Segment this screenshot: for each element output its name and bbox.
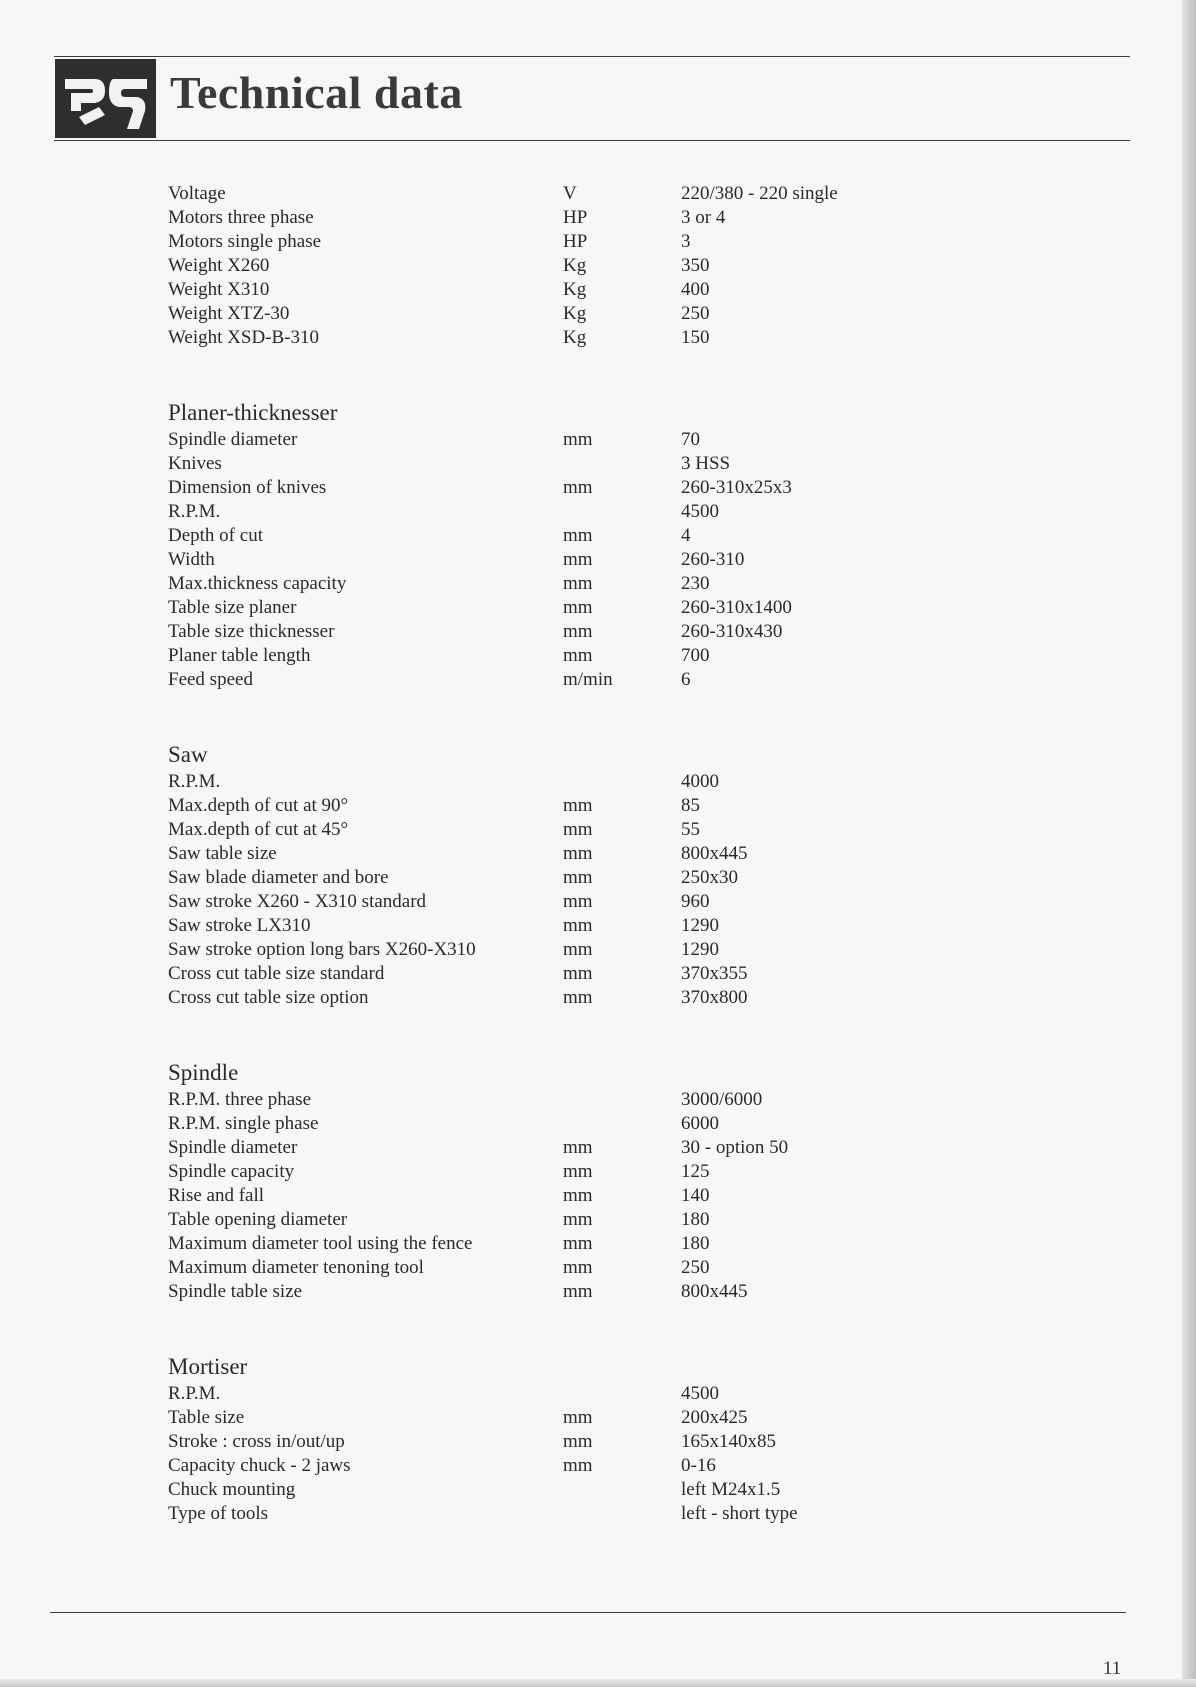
spec-label: Rise and fall — [168, 1185, 265, 1206]
table-row — [168, 1256, 1068, 1280]
spec-value: 4500 — [681, 1383, 719, 1404]
spec-value: 3000/6000 — [681, 1089, 763, 1110]
table-row — [168, 1502, 1068, 1526]
table-row — [168, 866, 1068, 890]
table-row — [168, 278, 1068, 302]
spec-unit: mm — [563, 645, 593, 666]
spec-value: 165x140x85 — [681, 1431, 776, 1452]
table-row — [168, 476, 1068, 500]
table-row — [168, 1184, 1068, 1208]
footer-rule — [50, 1612, 1126, 1613]
section-heading: Planer-thicknesser — [168, 400, 338, 425]
spec-label: Table size planer — [168, 597, 297, 618]
spec-label: Table size thicknesser — [168, 621, 335, 642]
spec-unit: mm — [563, 549, 593, 570]
table-row — [168, 842, 1068, 866]
section-planer-thicknesser — [168, 398, 1068, 692]
spec-label: Weight XSD-B-310 — [168, 327, 319, 348]
spec-unit: mm — [563, 1137, 593, 1158]
table-row — [168, 1208, 1068, 1232]
spec-unit: mm — [563, 915, 593, 936]
table-row — [168, 1232, 1068, 1256]
table-row — [168, 182, 1068, 206]
spec-label: Saw stroke LX310 — [168, 915, 311, 936]
page-number: 11 — [1103, 1658, 1122, 1679]
spec-unit: V — [563, 183, 577, 204]
spec-value: 3 or 4 — [681, 207, 726, 228]
spec-label: Saw blade diameter and bore — [168, 867, 389, 888]
table-row — [168, 962, 1068, 986]
table-row — [168, 668, 1068, 692]
spec-value: 960 — [681, 891, 710, 912]
table-row — [168, 1454, 1068, 1478]
spec-value: 150 — [681, 327, 710, 348]
spec-unit: mm — [563, 867, 593, 888]
table-row — [168, 1478, 1068, 1502]
spec-value: 250 — [681, 1257, 710, 1278]
spec-unit: m/min — [563, 669, 613, 690]
table-row — [168, 914, 1068, 938]
spec-label: Cross cut table size standard — [168, 963, 385, 984]
table-row — [168, 452, 1068, 476]
table-row — [168, 1088, 1068, 1112]
section-spacer — [168, 1304, 1068, 1352]
spec-unit: HP — [563, 207, 588, 228]
spec-label: Capacity chuck - 2 jaws — [168, 1455, 351, 1476]
spec-value: 230 — [681, 573, 710, 594]
spec-value: 350 — [681, 255, 710, 276]
spec-value: 250x30 — [681, 867, 738, 888]
table-row — [168, 230, 1068, 254]
spec-value: 180 — [681, 1209, 710, 1230]
section-spacer — [168, 350, 1068, 398]
spec-unit: mm — [563, 1281, 593, 1302]
spec-unit: mm — [563, 1455, 593, 1476]
section-spacer — [168, 1010, 1068, 1058]
table-row — [168, 596, 1068, 620]
spec-unit: mm — [563, 1257, 593, 1278]
spec-value: 180 — [681, 1233, 710, 1254]
spec-unit: mm — [563, 1431, 593, 1452]
spec-value: 85 — [681, 795, 700, 816]
spec-unit: Kg — [563, 327, 587, 348]
spec-label: Width — [168, 549, 215, 570]
spec-unit: mm — [563, 963, 593, 984]
spec-label: Feed speed — [168, 669, 253, 690]
spec-value: 4500 — [681, 501, 719, 522]
table-row — [168, 644, 1068, 668]
page-edge-bottom — [0, 1679, 1196, 1687]
spec-label: Max.depth of cut at 45° — [168, 819, 349, 840]
spec-unit: Kg — [563, 303, 587, 324]
section-spindle — [168, 1058, 1068, 1304]
spec-label: Spindle diameter — [168, 1137, 298, 1158]
spec-value: 55 — [681, 819, 700, 840]
spec-label: Weight X260 — [168, 255, 270, 276]
table-row — [168, 1136, 1068, 1160]
spec-value: 4000 — [681, 771, 719, 792]
spec-value: 6 — [681, 669, 691, 690]
spec-unit: mm — [563, 1209, 593, 1230]
spec-unit: mm — [563, 843, 593, 864]
section-mortiser — [168, 1352, 1068, 1526]
spec-value: left M24x1.5 — [681, 1479, 781, 1500]
spec-table — [168, 182, 1068, 1526]
spec-unit: mm — [563, 525, 593, 546]
spec-unit: mm — [563, 1185, 593, 1206]
spec-unit: mm — [563, 429, 593, 450]
table-row — [168, 1160, 1068, 1184]
table-row — [168, 1280, 1068, 1304]
spec-unit: mm — [563, 939, 593, 960]
table-row — [168, 1406, 1068, 1430]
spec-unit: mm — [563, 987, 593, 1008]
table-row — [168, 938, 1068, 962]
spec-label: Max.depth of cut at 90° — [168, 795, 349, 816]
table-row — [168, 302, 1068, 326]
table-row — [168, 500, 1068, 524]
spec-value: 260-310 — [681, 549, 745, 570]
section-heading: Saw — [168, 742, 208, 767]
table-row — [168, 572, 1068, 596]
spec-unit: mm — [563, 597, 593, 618]
spec-value: 125 — [681, 1161, 710, 1182]
spec-value: 700 — [681, 645, 710, 666]
spec-value: 800x445 — [681, 843, 748, 864]
spec-value: 800x445 — [681, 1281, 748, 1302]
table-row — [168, 818, 1068, 842]
spec-unit: mm — [563, 1233, 593, 1254]
spec-label: Table size — [168, 1407, 245, 1428]
spec-label: Weight X310 — [168, 279, 270, 300]
spec-unit: mm — [563, 477, 593, 498]
spec-unit: mm — [563, 891, 593, 912]
spec-label: Saw stroke X260 - X310 standard — [168, 891, 427, 912]
spec-value: 6000 — [681, 1113, 719, 1134]
section-spacer — [168, 692, 1068, 740]
spec-label: Saw stroke option long bars X260-X310 — [168, 939, 476, 960]
table-row — [168, 428, 1068, 452]
table-row — [168, 770, 1068, 794]
spec-value: 220/380 - 220 single — [681, 183, 838, 204]
spec-value: 370x355 — [681, 963, 748, 984]
spec-label: Spindle capacity — [168, 1161, 295, 1182]
spec-label: Voltage — [168, 183, 226, 204]
spec-unit: mm — [563, 1161, 593, 1182]
table-row — [168, 794, 1068, 818]
spec-label: Dimension of knives — [168, 477, 327, 498]
spec-value: 3 — [681, 231, 691, 252]
page-title: Technical data — [170, 67, 463, 118]
spec-value: 70 — [681, 429, 700, 450]
spec-value: 260-310x430 — [681, 621, 783, 642]
spec-label: R.P.M. — [168, 1383, 221, 1404]
section-heading: Spindle — [168, 1060, 239, 1085]
spec-value: 3 HSS — [681, 453, 731, 474]
spec-label: Knives — [168, 453, 222, 474]
section-heading: Mortiser — [168, 1354, 248, 1379]
page-edge-right — [1182, 0, 1196, 1687]
spec-value: 400 — [681, 279, 710, 300]
spec-value: 1290 — [681, 915, 719, 936]
spec-unit: mm — [563, 621, 593, 642]
header-rule-bottom — [54, 140, 1130, 141]
spec-value: 30 - option 50 — [681, 1137, 789, 1158]
section-saw — [168, 740, 1068, 1010]
spec-unit: mm — [563, 819, 593, 840]
spec-value: 260-310x25x3 — [681, 477, 792, 498]
spec-label: Type of tools — [168, 1503, 268, 1524]
spec-label: Weight XTZ-30 — [168, 303, 290, 324]
table-row — [168, 1112, 1068, 1136]
spec-label: Planer table length — [168, 645, 311, 666]
spec-label: Motors single phase — [168, 231, 322, 252]
company-logo — [55, 59, 156, 138]
spec-label: Spindle diameter — [168, 429, 298, 450]
spec-value: 260-310x1400 — [681, 597, 792, 618]
spec-label: Saw table size — [168, 843, 277, 864]
header-rule-top — [54, 56, 1130, 57]
table-row — [168, 890, 1068, 914]
spec-label: Motors three phase — [168, 207, 314, 228]
spec-unit: HP — [563, 231, 588, 252]
table-row — [168, 1430, 1068, 1454]
spec-label: Maximum diameter tenoning tool — [168, 1257, 424, 1278]
spec-label: Max.thickness capacity — [168, 573, 347, 594]
spec-label: Chuck mounting — [168, 1479, 296, 1500]
spec-label: Maximum diameter tool using the fence — [168, 1233, 473, 1254]
table-row — [168, 620, 1068, 644]
spec-unit: mm — [563, 1407, 593, 1428]
spec-label: Table opening diameter — [168, 1209, 348, 1230]
spec-label: Spindle table size — [168, 1281, 303, 1302]
spec-unit: Kg — [563, 255, 587, 276]
spec-unit: mm — [563, 573, 593, 594]
spec-value: left - short type — [681, 1503, 798, 1524]
spec-label: R.P.M. single phase — [168, 1113, 319, 1134]
table-row — [168, 326, 1068, 350]
spec-label: Stroke : cross in/out/up — [168, 1431, 345, 1452]
spec-unit: mm — [563, 795, 593, 816]
spec-label: R.P.M. — [168, 771, 221, 792]
spec-label: R.P.M. — [168, 501, 221, 522]
table-row — [168, 254, 1068, 278]
spec-value: 250 — [681, 303, 710, 324]
table-row — [168, 986, 1068, 1010]
spec-value: 4 — [681, 525, 691, 546]
table-row — [168, 524, 1068, 548]
spec-label: Depth of cut — [168, 525, 263, 546]
table-row — [168, 548, 1068, 572]
spec-label: R.P.M. three phase — [168, 1089, 312, 1110]
section-general — [168, 182, 1068, 350]
spec-label: Cross cut table size option — [168, 987, 369, 1008]
table-row — [168, 1382, 1068, 1406]
spec-unit: Kg — [563, 279, 587, 300]
spec-value: 1290 — [681, 939, 719, 960]
spec-value: 200x425 — [681, 1407, 748, 1428]
spec-value: 140 — [681, 1185, 710, 1206]
table-row — [168, 206, 1068, 230]
spec-value: 370x800 — [681, 987, 748, 1008]
spec-value: 0-16 — [681, 1455, 716, 1476]
